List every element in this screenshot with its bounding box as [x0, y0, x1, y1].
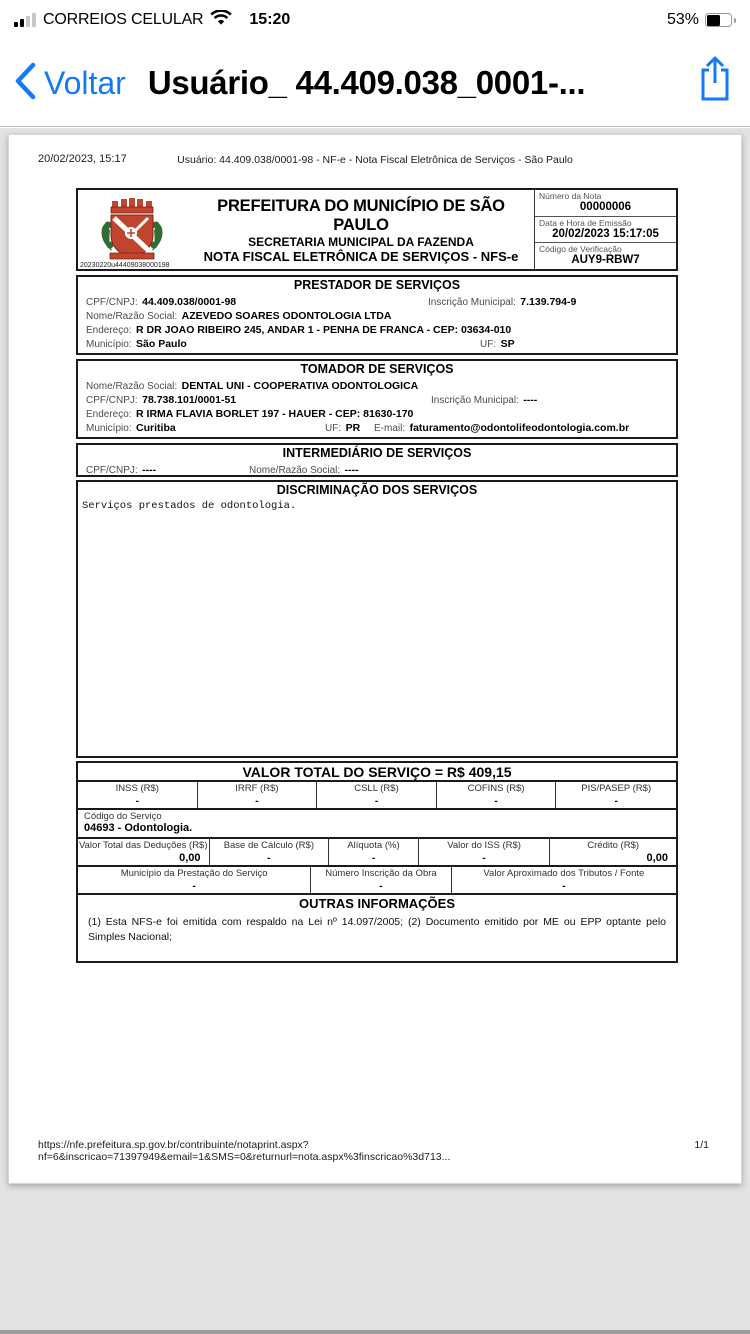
- tomador-title: TOMADOR DE SERVIÇOS: [300, 362, 454, 376]
- tax-col-cofins: COFINS (R$) -: [437, 782, 557, 808]
- tax-col-inss: INSS (R$) -: [78, 782, 198, 808]
- status-bar: [0, 0, 750, 40]
- print-header: [9, 153, 741, 167]
- org-line2: SECRETARIA MUNICIPAL DA FAZENDA: [248, 235, 474, 249]
- discriminacao-section: [76, 480, 678, 758]
- tax-col-csll: CSLL (R$) -: [317, 782, 437, 808]
- nfse-invoice: [76, 188, 678, 963]
- ded-col-base: Base de Cálculo (R$) -: [210, 839, 330, 865]
- ded-col-credito: Crédito (R$) 0,00: [587, 840, 668, 864]
- status-time: 15:20: [249, 11, 291, 28]
- prestador-row-nome: Nome/Razão Social: AZEVEDO SOARES ODONTOLOGIA LTDA: [86, 310, 392, 322]
- intermediario-section: [76, 443, 678, 477]
- share-icon: [696, 90, 734, 107]
- battery-percent: 53%: [666, 11, 699, 28]
- ded-col-iss: Valor do ISS (R$) -: [419, 839, 551, 865]
- prestador-row-municipio: Município: São Paulo UF: SP: [86, 338, 515, 350]
- cellular-signal-icon: [14, 13, 36, 27]
- tomador-section: [76, 359, 678, 439]
- document-title: Usuário_ 44.409.038_0001-...: [147, 64, 586, 101]
- org-line3: NOTA FISCAL ELETRÔNICA DE SERVIÇOS - NFS-e: [203, 249, 519, 264]
- navigation-bar: [0, 40, 750, 127]
- intermediario-title: INTERMEDIÁRIO DE SERVIÇOS: [282, 446, 472, 460]
- verification-cell: Código de Verificação AUY9-RBW7: [539, 244, 640, 267]
- location-table: [78, 867, 676, 895]
- status-bar-left: [14, 10, 290, 31]
- invoice-org-titles: [188, 190, 534, 269]
- tomador-row-nome: Nome/Razão Social: DENTAL UNI - COOPERATIVA ODONTOLOGICA: [86, 380, 419, 392]
- invoice-logo-cell: [78, 190, 188, 269]
- pdf-page: [8, 134, 742, 1184]
- invoice-control-number: 20230220u44409038000198: [80, 262, 170, 269]
- battery-icon: [705, 13, 736, 27]
- print-doc-title: Usuário: 44.409.038/0001-98 - NF-e - Nota Fiscal Eletrônica de Serviços - São Paulo: [177, 154, 573, 166]
- bottom-toolbar-edge: [0, 1330, 750, 1334]
- emission-cell: Data e Hora de Emissão 20/02/2023 15:17:05: [535, 217, 676, 244]
- footer-url: https://nfe.prefeitura.sp.gov.br/contribuinte/notaprint.aspx?nf=6&inscricao=71397949&email=1&SMS=0&returnurl=nota.aspx%3finscricao%3d713...: [38, 1139, 451, 1163]
- document-viewer[interactable]: [0, 128, 750, 1330]
- loc-col-obra: Número Inscrição da Obra -: [311, 867, 452, 893]
- tax-col-irrf: IRRF (R$) -: [198, 782, 318, 808]
- status-bar-right: [667, 11, 736, 29]
- print-footer: [38, 1139, 709, 1163]
- tax-col-pispasep: PIS/PASEP (R$) -: [581, 783, 652, 807]
- wifi-icon: [210, 10, 232, 31]
- invoice-meta-column: [534, 190, 676, 269]
- carrier-label: CORREIOS CELULAR: [43, 11, 204, 28]
- prestador-row-endereco: Endereço: R DR JOAO RIBEIRO 245, ANDAR 1 - PENHA DE FRANCA - CEP: 03634-010: [86, 324, 512, 336]
- outras-informacoes-text: (1) Esta NFS-e foi emitida com respaldo na Lei nº 14.097/2005; (2) Documento emitido por ME ou EPP optante pelo Simples Nacional;: [88, 916, 666, 943]
- back-chevron-icon: [14, 62, 36, 105]
- back-button-label: Voltar: [44, 65, 126, 101]
- invoice-header-box: [76, 188, 678, 271]
- discriminacao-text: Serviços prestados de odontologia.: [82, 500, 297, 512]
- totals-section: [76, 761, 678, 963]
- share-button[interactable]: [688, 55, 750, 112]
- tomador-row-cpf: CPF/CNPJ: 78.738.101/0001-51 Inscrição Municipal: ----: [86, 394, 538, 406]
- total-value-line: VALOR TOTAL DO SERVIÇO = R$ 409,15: [78, 763, 676, 782]
- tax-table: [78, 782, 676, 810]
- org-line1: PREFEITURA DO MUNICÍPIO DE SÃO PAULO: [217, 197, 505, 234]
- nota-number-cell: Número da Nota 00000006: [535, 190, 676, 217]
- print-datetime: 20/02/2023, 15:17: [38, 153, 127, 165]
- footer-page-indicator: 1/1: [694, 1139, 709, 1151]
- outras-informacoes-title: OUTRAS INFORMAÇÕES: [299, 896, 455, 911]
- loc-col-municipio: Município da Prestação do Serviço -: [78, 867, 311, 893]
- discriminacao-title: DISCRIMINAÇÃO DOS SERVIÇOS: [276, 483, 478, 497]
- prestador-title: PRESTADOR DE SERVIÇOS: [293, 278, 461, 292]
- intermediario-row: CPF/CNPJ: ---- Nome/Razão Social: ----: [86, 464, 359, 476]
- ded-col-aliquota: Alíquota (%) -: [329, 839, 419, 865]
- ded-col-deducoes: Valor Total das Deduções (R$) 0,00: [78, 839, 210, 865]
- back-button[interactable]: [0, 62, 126, 105]
- prestador-section: [76, 275, 678, 355]
- deductions-table: [78, 839, 676, 867]
- loc-col-tributos: Valor Aproximado dos Tributos / Fonte -: [483, 868, 645, 892]
- tomador-row-municipio: Município: Curitiba UF: PR E-mail: faturamento@odontolifeodontologia.com.br: [86, 422, 630, 434]
- codigo-servico: Código do Serviço 04693 - Odontologia.: [78, 810, 676, 839]
- tomador-row-endereco: Endereço: R IRMA FLAVIA BORLET 197 - HAUER - CEP: 81630-170: [86, 408, 414, 420]
- prestador-row-cpf: CPF/CNPJ: 44.409.038/0001-98 Inscrição Municipal: 7.139.794-9: [86, 296, 577, 308]
